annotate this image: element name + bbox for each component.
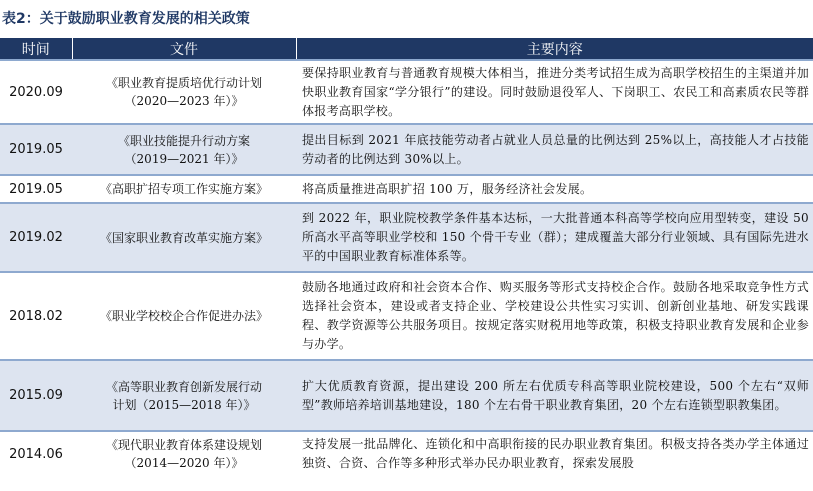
row-date: 2020.09 bbox=[0, 60, 72, 124]
table-row bbox=[0, 431, 813, 476]
row-content: 鼓励各地通过政府和社会资本合作、购买服务等形式支持校企合作。鼓励各地采取竞争性方式选择社会资本，建设或者支持企业、学校建设公共性实习实训、创新创业基地、研发实践课程、教学资源等公共服务项目。按规定落实财税用地等政策，积极支持职业教育发展和企业参与办学。 bbox=[296, 272, 813, 360]
header-content: 主要内容 bbox=[296, 38, 813, 60]
document-title-line: （2020—2023 年）》 bbox=[124, 94, 244, 108]
table-header bbox=[0, 38, 813, 60]
header-time: 时间 bbox=[0, 38, 72, 60]
row-date: 2015.09 bbox=[0, 360, 72, 431]
document-title-line: 《职业学校校企合作促进办法》 bbox=[99, 309, 268, 323]
document-title-line: （2019—2021 年）》 bbox=[124, 151, 244, 166]
row-document bbox=[72, 431, 296, 476]
row-content: 到 2022 年，职业院校教学条件基本达标，一大批普通本科高等学校向应用型转变，建设 50 所高水平高等职业学校和 150 个骨干专业（群）；建成覆盖大部分行业领域、具有国际先进水平的中国职业教育标准体系等。 bbox=[296, 203, 813, 272]
row-document bbox=[72, 175, 296, 203]
row-date: 2014.06 bbox=[0, 431, 72, 476]
row-document bbox=[72, 124, 296, 175]
row-date: 2019.05 bbox=[0, 175, 72, 203]
row-content: 将高质量推进高职扩招 100 万，服务经济社会发展。 bbox=[296, 175, 813, 203]
table-row bbox=[0, 124, 813, 175]
table-row bbox=[0, 175, 813, 203]
row-content: 扩大优质教育资源，提出建设 200 所左右优质专科高等职业院校建设，500 个左右“双师型”教师培养培训基地建设，180 个左右骨干职业教育集团，20 个左右连锁型职教集团。 bbox=[296, 360, 813, 431]
row-document bbox=[72, 272, 296, 360]
policy-table bbox=[0, 38, 813, 476]
table-row bbox=[0, 360, 813, 431]
document-title-line: 《国家职业教育改革实施方案》 bbox=[99, 230, 268, 245]
row-date: 2018.02 bbox=[0, 272, 72, 360]
row-date: 2019.02 bbox=[0, 203, 72, 272]
document-title-line: 《职业教育提质培优行动计划 bbox=[105, 76, 262, 90]
row-document bbox=[72, 360, 296, 431]
row-document bbox=[72, 203, 296, 272]
document-title-line: 《职业技能提升行动方案 bbox=[117, 133, 250, 148]
row-content-text: 支持发展一批品牌化、连锁化和中高职衔接的民办职业教育集团。积极支持各类办学主体通过独资、合资、合作等多种形式举办民办职业教育，探索发展股 bbox=[302, 437, 809, 470]
table-caption: 表2：关于鼓励职业教育发展的相关政策 bbox=[2, 11, 250, 27]
row-document bbox=[72, 60, 296, 124]
table-row bbox=[0, 60, 813, 124]
row-content bbox=[296, 431, 813, 476]
document-title-line: 计划（2015—2018 年）》 bbox=[112, 397, 256, 412]
document-title-line: 《高等职业教育创新发展行动 bbox=[105, 379, 262, 394]
document-title-line: （2014—2020 年）》 bbox=[124, 456, 244, 470]
row-date: 2019.05 bbox=[0, 124, 72, 175]
table-row bbox=[0, 272, 813, 360]
row-content: 要保持职业教育与普通教育规模大体相当，推进分类考试招生成为高职学校招生的主渠道并加快职业教育国家“学分银行”的建设。同时鼓励退役军人、下岗职工、农民工和高素质农民等群体报考高职学校。 bbox=[296, 60, 813, 124]
document-title-line: 《现代职业教育体系建设规划 bbox=[105, 438, 262, 452]
table-row bbox=[0, 203, 813, 272]
row-content: 提出目标到 2021 年底技能劳动者占就业人员总量的比例达到 25%以上，高技能人才占技能劳动者的比例达到 30%以上。 bbox=[296, 124, 813, 175]
header-document: 文件 bbox=[72, 38, 296, 60]
document-title-line: 《高职扩招专项工作实施方案》 bbox=[99, 182, 268, 196]
